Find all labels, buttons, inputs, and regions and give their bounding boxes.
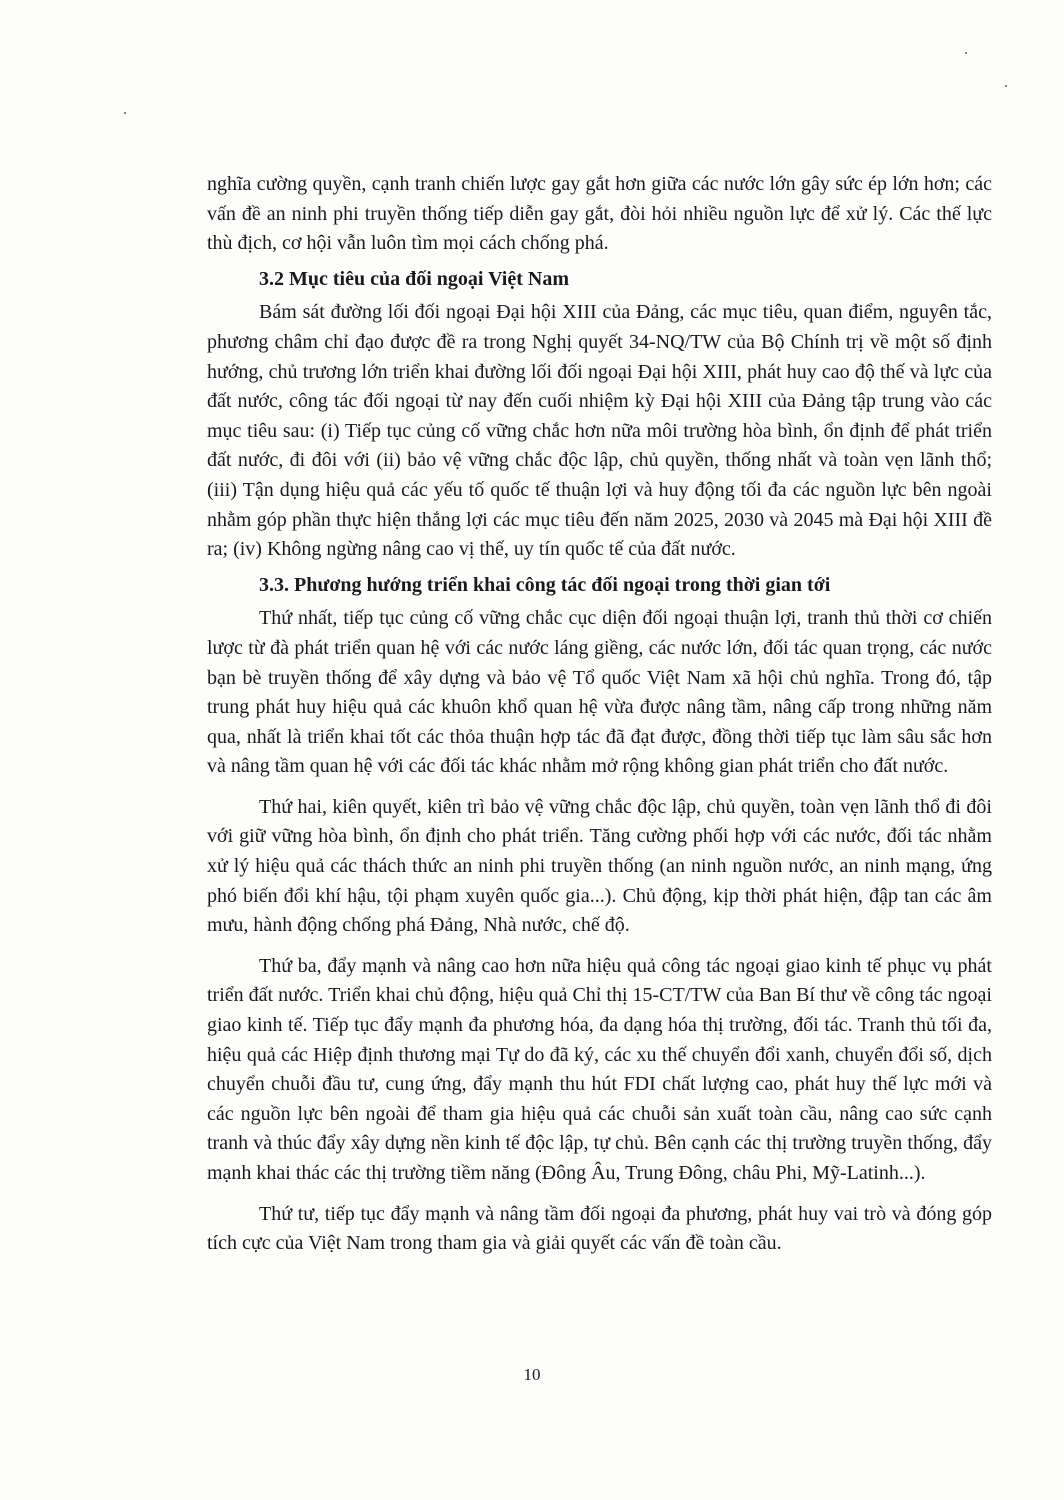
section-heading-3-2: 3.2 Mục tiêu của đối ngoại Việt Nam: [259, 267, 569, 290]
scan-speck: [1005, 85, 1007, 87]
paragraph-third-direction: Thứ ba, đẩy mạnh và nâng cao hơn nữa hiệu quả công tác ngoại giao kinh tế phục vụ phát triển đất nước. Triển khai chủ động, hiệu quả Chỉ thị 15-CT/TW của Ban Bí thư về công tác ngoại giao kinh tế. Tiếp tục đẩy mạnh đa phương hóa, đa dạng hóa thị trường, đối tác. Tranh thủ tối đa, hiệu quả các Hiệp định thương mại Tự do đã ký, các xu thế chuyển đổi xanh, chuyển đổi số, dịch chuyển chuỗi đầu tư, cung ứng, đẩy mạnh thu hút FDI chất lượng cao, phát huy thế lực mới và các nguồn lực bên ngoài để tham gia hiệu quả các chuỗi sản xuất toàn cầu, nâng cao sức cạnh tranh và thúc đẩy xây dựng nền kinh tế độc lập, tự chủ. Bên cạnh các thị trường truyền thống, đẩy mạnh khai thác các thị trường tiềm năng (Đông Âu, Trung Đông, châu Phi, Mỹ-Latinh...).: [207, 954, 992, 1184]
scan-speck: [965, 52, 967, 54]
scan-speck: [124, 112, 126, 114]
paragraph-second-direction: Thứ hai, kiên quyết, kiên trì bảo vệ vững chắc độc lập, chủ quyền, toàn vẹn lãnh thổ đi đôi với giữ vững hòa bình, ổn định cho phát triển. Tăng cường phối hợp với các nước, đối tác nhằm xử lý hiệu quả các thách thức an ninh phi truyền thống (an ninh nguồn nước, an ninh mạng, ứng phó biến đổi khí hậu, tội phạm xuyên quốc gia...). Chủ động, kịp thời phát hiện, đập tan các âm mưu, hành động chống phá Đảng, Nhà nước, chế độ.: [207, 795, 992, 937]
paragraph-continuation: nghĩa cường quyền, cạnh tranh chiến lược gay gắt hơn giữa các nước lớn gây sức ép lớn hơn; các vấn đề an ninh phi truyền thống tiếp diễn gay gắt, đòi hỏi nhiều nguồn lực để xử lý. Các thế lực thù địch, cơ hội vẫn luôn tìm mọi cách chống phá.: [207, 173, 992, 255]
document-body: [207, 170, 992, 1259]
paragraph-first-direction: Thứ nhất, tiếp tục củng cố vững chắc cục diện đối ngoại thuận lợi, tranh thủ thời cơ chiến lược từ đà phát triển quan hệ với các nước láng giềng, các nước lớn, đối tác quan trọng, các nước bạn bè truyền thống để xây dựng và bảo vệ Tổ quốc Việt Nam xã hội chủ nghĩa. Trong đó, tập trung phát huy hiệu quả các khuôn khổ quan hệ vừa được nâng tầm, nâng cấp trong những năm qua, nhất là triển khai tốt các thỏa thuận hợp tác đã đạt được, đồng thời tiếp tục làm sâu sắc hơn và nâng tầm quan hệ với các đối tác khác nhằm mở rộng không gian phát triển cho đất nước.: [207, 607, 992, 778]
paragraph-objectives: Bám sát đường lối đối ngoại Đại hội XIII của Đảng, các mục tiêu, quan điểm, nguyên tắc, phương châm chỉ đạo được đề ra trong Nghị quyết 34-NQ/TW của Bộ Chính trị về một số định hướng, chủ trương lớn triển khai đường lối đối ngoại Đại hội XIII, phát huy cao độ thế và lực của đất nước, công tác đối ngoại từ nay đến cuối nhiệm kỳ Đại hội XIII của Đảng tập trung vào các mục tiêu sau: (i) Tiếp tục củng cố vững chắc hơn nữa môi trường hòa bình, ổn định để phát triển đất nước, đi đôi với (ii) bảo vệ vững chắc độc lập, chủ quyền, thống nhất và toàn vẹn lãnh thổ; (iii) Tận dụng hiệu quả các yếu tố quốc tế thuận lợi và huy động tối đa các nguồn lực bên ngoài nhằm góp phần thực hiện thắng lợi các mục tiêu đến năm 2025, 2030 và 2045 mà Đại hội XIII đề ra; (iv) Không ngừng nâng cao vị thế, uy tín quốc tế của đất nước.: [207, 301, 992, 561]
paragraph-fourth-direction: Thứ tư, tiếp tục đẩy mạnh và nâng tầm đối ngoại đa phương, phát huy vai trò và đóng góp tích cực của Việt Nam trong tham gia và giải quyết các vấn đề toàn cầu.: [207, 1202, 992, 1255]
page-number: 10: [523, 1365, 541, 1384]
section-heading-3-3: 3.3. Phương hướng triển khai công tác đối ngoại trong thời gian tới: [259, 573, 831, 596]
